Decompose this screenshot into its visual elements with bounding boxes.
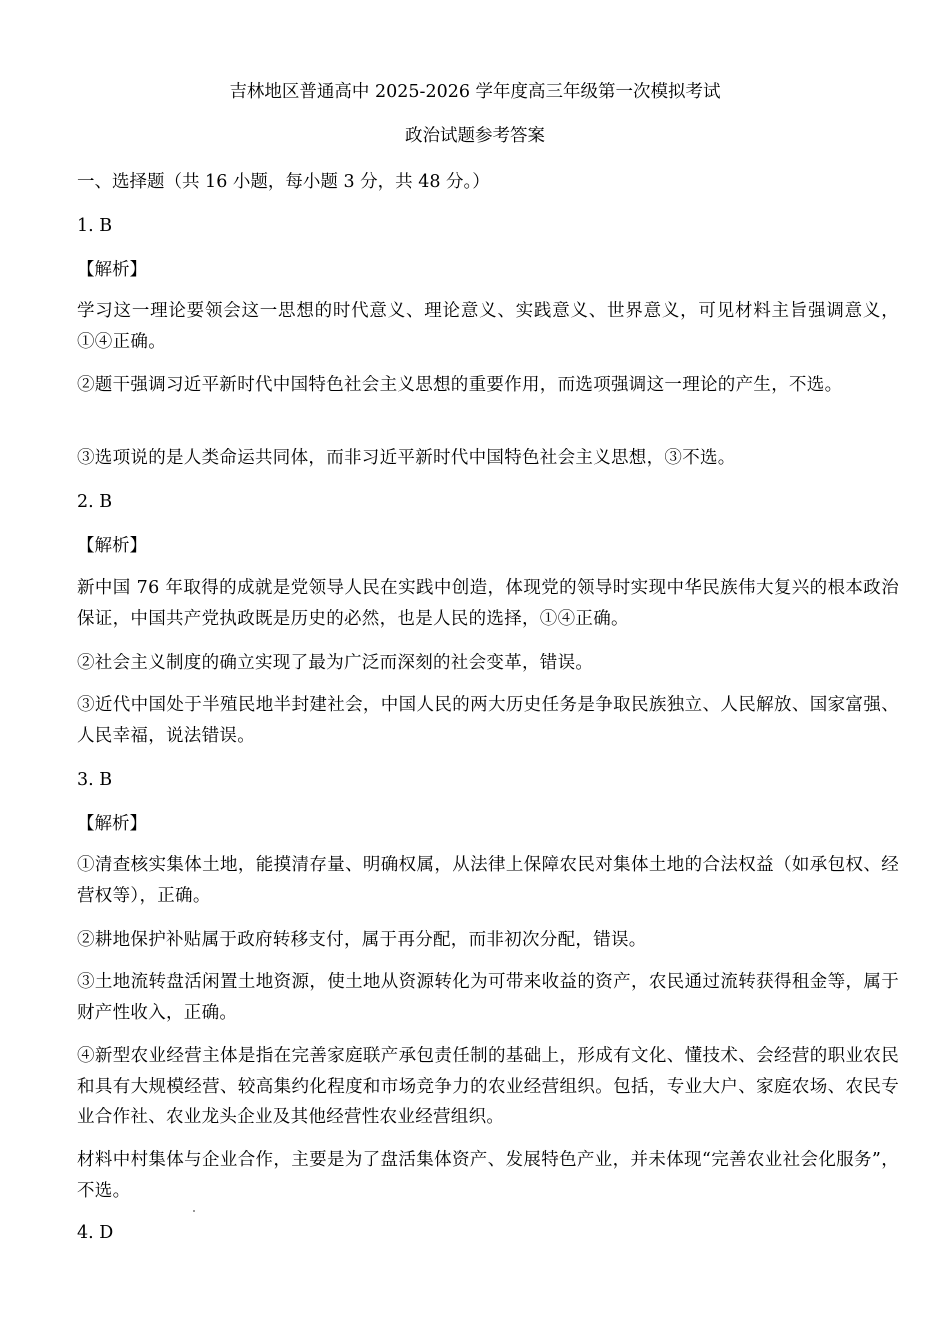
q2-paragraph-3: ③近代中国处于半殖民地半封建社会，中国人民的两大历史任务是争取民族独立、人民解放、国家富强、人民幸福，说法错误。: [77, 695, 899, 746]
scan-speck: [193, 1210, 195, 1212]
q3-analysis-label: 【解析】: [77, 814, 147, 834]
q3-paragraph-4: ④新型农业经营主体是指在完善家庭联产承包责任制的基础上，形成有文化、懂技术、会经营的职业农民和具有大规模经营、较高集约化程度和市场竞争力的农业经营组织。包括，专业大户、家庭农场、农民专业合作社、农业龙头企业及其他经营性农业经营组织。: [77, 1046, 899, 1127]
q3-paragraph-5: 材料中村集体与企业合作，主要是为了盘活集体资产、发展特色产业，并未体现“完善农业社会化服务”，不选。: [77, 1150, 899, 1201]
document-subtitle: 政治试题参考答案: [405, 126, 545, 146]
q3-paragraph-2: ②耕地保护补贴属于政府转移支付，属于再分配，而非初次分配，错误。: [77, 930, 647, 950]
q1-answer: 1. B: [77, 216, 113, 236]
q1-paragraph-2: ②题干强调习近平新时代中国特色社会主义思想的重要作用，而选项强调这一理论的产生，不选。: [77, 375, 843, 395]
q1-analysis-label: 【解析】: [77, 260, 147, 280]
q3-paragraph-1: ①清查核实集体土地，能摸清存量、明确权属，从法律上保障农民对集体土地的合法权益（如承包权、经营权等），正确。: [77, 855, 899, 906]
section-heading: 一、选择题（共 16 小题，每小题 3 分，共 48 分。）: [77, 172, 490, 192]
q2-paragraph-2: ②社会主义制度的确立实现了最为广泛而深刻的社会变革，错误。: [77, 653, 594, 673]
q2-analysis-label: 【解析】: [77, 536, 147, 556]
q1-paragraph-3: ③选项说的是人类命运共同体，而非习近平新时代中国特色社会主义思想，③不选。: [77, 448, 736, 468]
q1-paragraph-1: 学习这一理论要领会这一思想的时代意义、理论意义、实践意义、世界意义，可见材料主旨强调意义，①④正确。: [77, 301, 899, 352]
q2-paragraph-1: 新中国 76 年取得的成就是党领导人民在实践中创造，体现党的领导时实现中华民族伟大复兴的根本政治保证，中国共产党执政既是历史的必然，也是人民的选择，①④正确。: [77, 578, 899, 629]
q2-answer: 2. B: [77, 492, 113, 512]
document-title: 吉林地区普通高中 2025-2026 学年度高三年级第一次模拟考试: [229, 82, 721, 102]
q4-answer: 4. D: [77, 1223, 114, 1243]
q3-paragraph-3: ③土地流转盘活闲置土地资源，使土地从资源转化为可带来收益的资产，农民通过流转获得租金等，属于财产性收入，正确。: [77, 972, 899, 1023]
q3-answer: 3. B: [77, 770, 113, 790]
